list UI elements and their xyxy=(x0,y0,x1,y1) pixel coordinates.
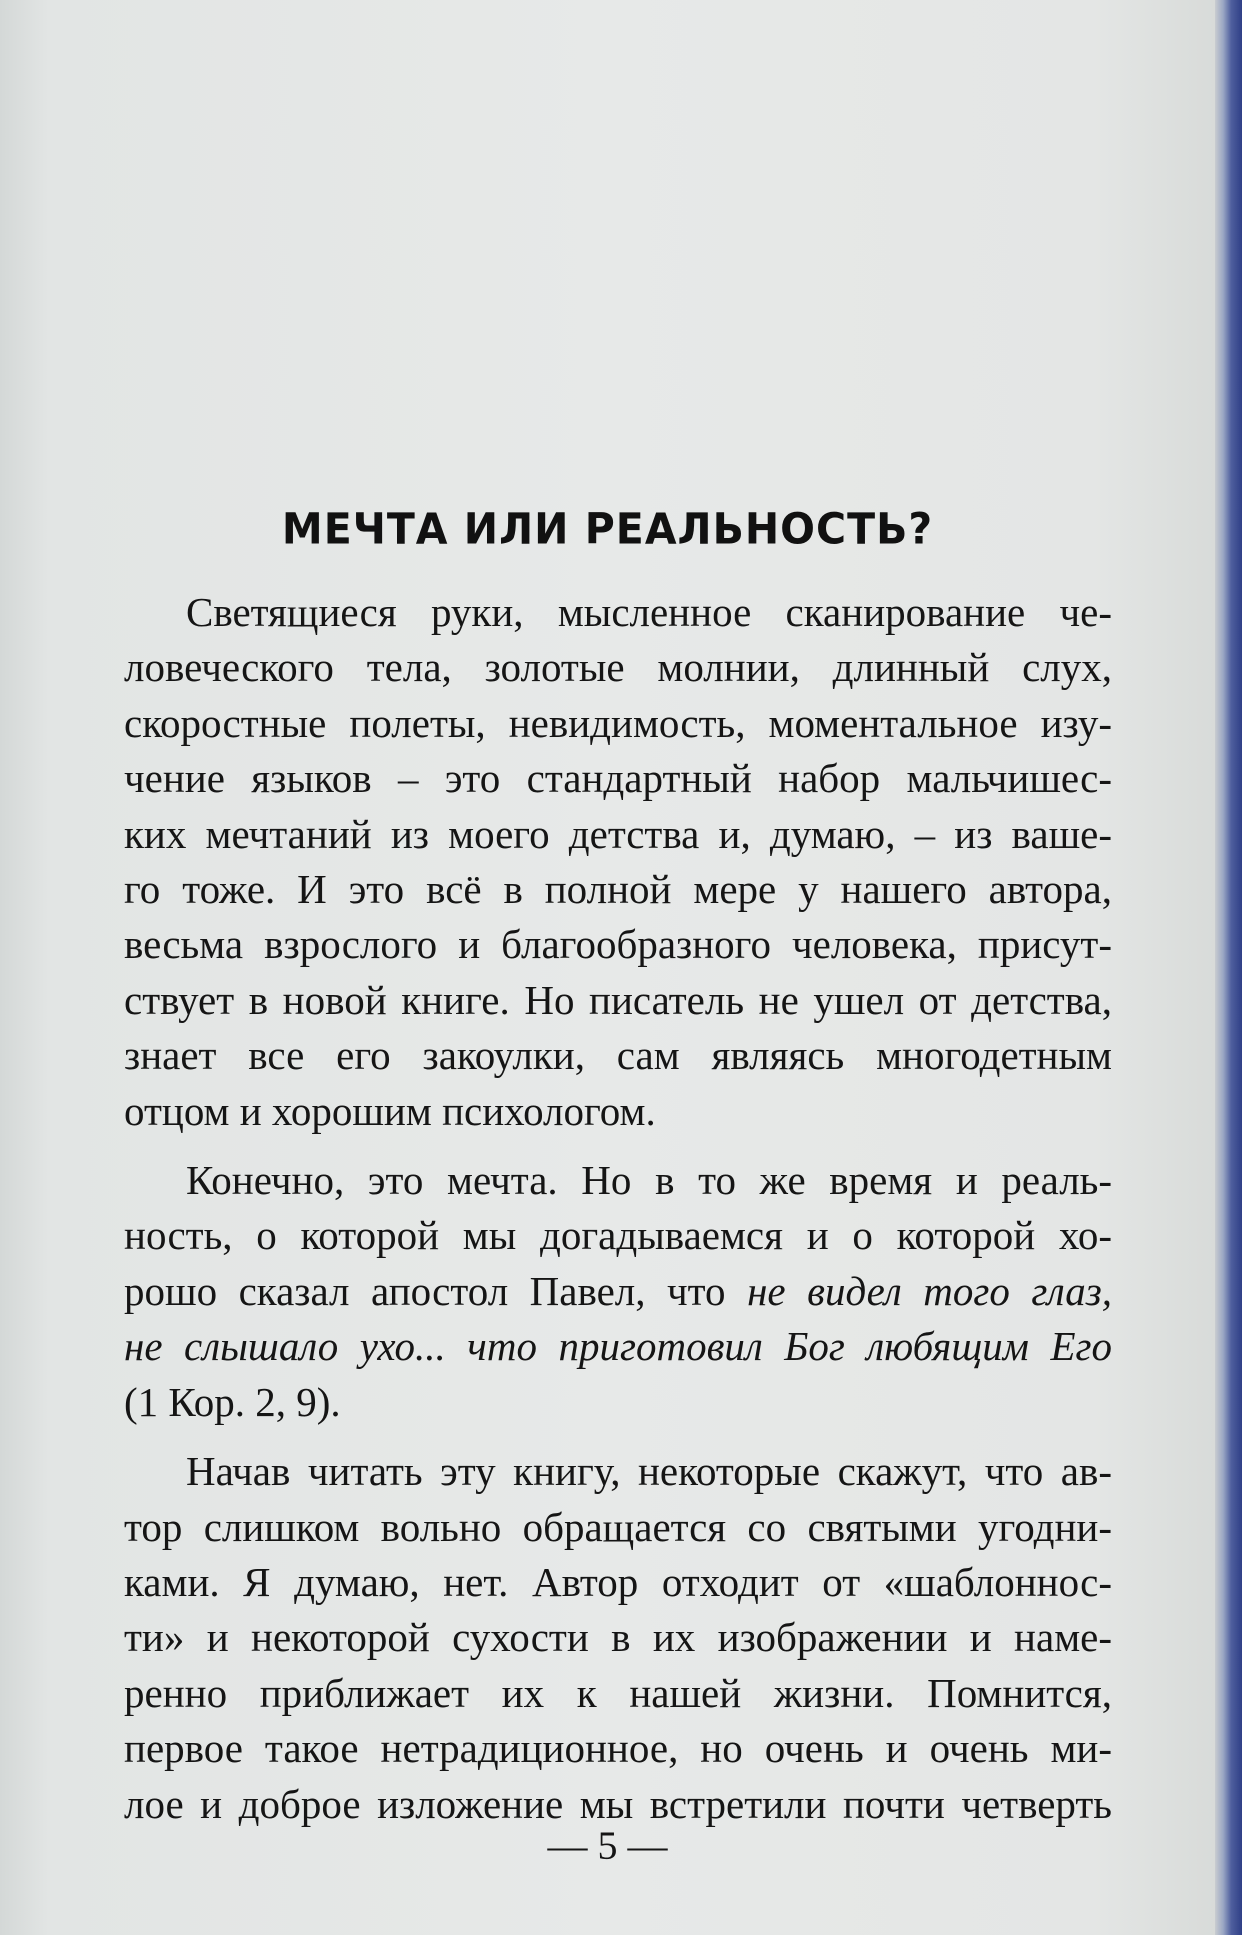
text-line: ность, о которой мы догадываемся и о которой хо- xyxy=(124,1212,1112,1259)
text-line: тор слишком вольно обращается со святыми угодни- xyxy=(124,1503,1112,1550)
italic-quote: не видел того глаз, xyxy=(747,1267,1112,1314)
text-line: лое и доброе изложение мы встретили почти четверть xyxy=(124,1780,1112,1827)
text-line: ких мечтаний из моего детства и, думаю, – из ваше- xyxy=(124,810,1112,857)
scripture-reference: (1 Кор. 2, 9). xyxy=(124,1378,341,1425)
text-line: первое такое нетрадиционное, но очень и очень ми- xyxy=(124,1725,1112,1772)
text-line: отцом и хорошим психологом. xyxy=(124,1087,656,1134)
text-line: ренно приближает их к нашей жизни. Помнится, xyxy=(124,1669,1112,1716)
book-cover-edge xyxy=(1215,0,1242,1935)
text-line: весьма взрослого и благообразного человека, присут- xyxy=(124,921,1112,968)
chapter-heading: МЕЧТА ИЛИ РЕАЛЬНОСТЬ? xyxy=(281,503,934,555)
text-line: ти» и некоторой сухости в их изображении и наме- xyxy=(124,1614,1112,1661)
text-line: Конечно, это мечта. Но в то же время и реаль- xyxy=(186,1157,1112,1204)
text-line: го тоже. И это всё в полной мере у нашего автора, xyxy=(124,866,1112,913)
text-line: ствует в новой книге. Но писатель не ушел от детства, xyxy=(124,976,1112,1023)
text-line-mixed xyxy=(124,1264,1112,1319)
page-number: — 5 — xyxy=(547,1823,668,1868)
text-line: Начав читать эту книгу, некоторые скажут, что ав- xyxy=(186,1448,1112,1495)
text-line: ловеческого тела, золотые молнии, длинный слух, xyxy=(124,644,1112,691)
text-line: знает все его закоулки, сам являясь многодетным xyxy=(124,1032,1112,1079)
text-line: чение языков – это стандартный набор мальчишес- xyxy=(124,755,1112,802)
body-text xyxy=(124,585,1112,1832)
text-line: ками. Я думаю, нет. Автор отходит от «шаблоннос- xyxy=(124,1558,1112,1605)
text-line: скоростные полеты, невидимость, моментальное изу- xyxy=(124,699,1112,746)
text-line: Светящиеся руки, мысленное сканирование че- xyxy=(186,589,1112,635)
italic-quote-line: не слышало ухо... что приготовил Бог любящим Его xyxy=(124,1323,1112,1370)
plain-text: рошо сказал апостол Павел, что xyxy=(124,1267,748,1314)
